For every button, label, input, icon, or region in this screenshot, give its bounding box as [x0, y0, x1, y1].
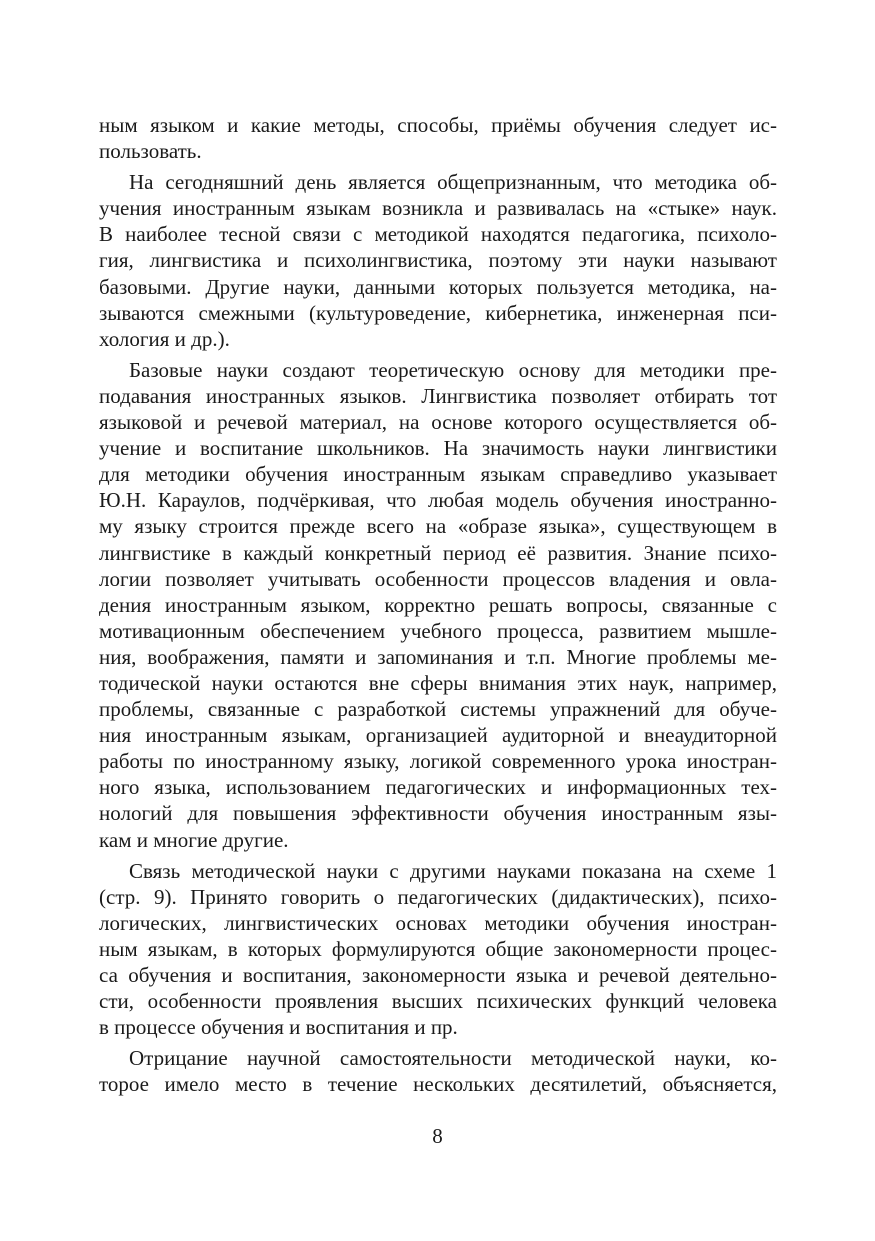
text-line: подавания иностранных языков. Лингвистика позволяет отбирать тот — [99, 383, 777, 408]
text-line: дения иностранным языком, корректно решать вопросы, связанные с — [99, 592, 777, 617]
page-number: 8 — [432, 1124, 443, 1148]
text-line: мотивационным обеспечением учебного процесса, развитием мышле- — [99, 618, 777, 643]
text-line: логии позволяет учитывать особенности процессов владения и овла- — [99, 566, 777, 591]
text-line: хология и др.). — [99, 326, 230, 351]
text-line: для методики обучения иностранным языкам справедливо указывает — [99, 462, 777, 487]
text-line: нологий для повышения эффективности обучения иностранным язы- — [99, 801, 777, 826]
text-line: ния, воображения, памяти и запоминания и т.п. Многие проблемы ме- — [99, 644, 777, 669]
text-line: проблемы, связанные с разработкой системы упражнений для обуче- — [99, 697, 777, 722]
text-line: учение и воспитание школьников. На значимость науки лингвистики — [99, 436, 777, 461]
text-line: ным языкам, в которых формулируются общие закономерности процес- — [99, 936, 777, 961]
text-line: языковой и речевой материал, на основе которого осуществляется об- — [99, 410, 777, 435]
text-line: тодической науки остаются вне сферы внимания этих наук, например, — [99, 670, 777, 695]
text-line: (стр. 9). Принято говорить о педагогических (дидактических), психо- — [99, 884, 777, 909]
text-line: зываются смежными (культуроведение, кибернетика, инженерная пси- — [99, 300, 777, 325]
text-line: торое имело место в течение нескольких десятилетий, объясняется, — [99, 1072, 777, 1097]
text-line: логических, лингвистических основах методики обучения иностран- — [99, 910, 777, 935]
text-line: са обучения и воспитания, закономерности языка и речевой деятельно- — [99, 963, 777, 987]
text-line: В наиболее тесной связи с методикой находятся педагогика, психоло- — [99, 222, 777, 247]
text-line: Базовые науки создают теоретическую основу для методики пре- — [129, 357, 777, 382]
text-line: Ю.Н. Караулов, подчёркивая, что любая модель обучения иностранно- — [99, 488, 777, 513]
text-line: в процессе обучения и воспитания и пр. — [99, 1015, 458, 1040]
text-line: Связь методической науки с другими науками показана на схеме 1 — [129, 858, 777, 883]
text-line: базовыми. Другие науки, данными которых пользуется методика, на- — [99, 274, 777, 299]
text-line: ния иностранным языкам, организацией аудиторной и внеаудиторной — [99, 723, 777, 748]
text-line: ным языком и какие методы, способы, приёмы обучения следует ис- — [99, 113, 777, 137]
body-text — [99, 112, 777, 1097]
text-line: гия, лингвистика и психолингвистика, поэтому эти науки называют — [99, 248, 777, 273]
text-line: кам и многие другие. — [99, 827, 289, 852]
text-line: лингвистике в каждый конкретный период её развития. Знание психо- — [99, 540, 777, 565]
text-line: сти, особенности проявления высших психических функций человека — [99, 989, 777, 1014]
text-line: работы по иностранному языку, логикой современного урока иностран- — [99, 749, 777, 774]
text-line: пользовать. — [99, 139, 202, 164]
text-line: ного языка, использованием педагогических и информационных тех- — [99, 775, 777, 800]
text-line: учения иностранным языкам возникла и развивалась на «стыке» наук. — [99, 196, 777, 221]
text-line: му языку строится прежде всего на «образе языка», существующем в — [99, 514, 777, 539]
text-line: Отрицание научной самостоятельности методической науки, ко- — [129, 1046, 777, 1071]
text-line: На сегодняшний день является общепризнанным, что методика об- — [129, 170, 777, 195]
